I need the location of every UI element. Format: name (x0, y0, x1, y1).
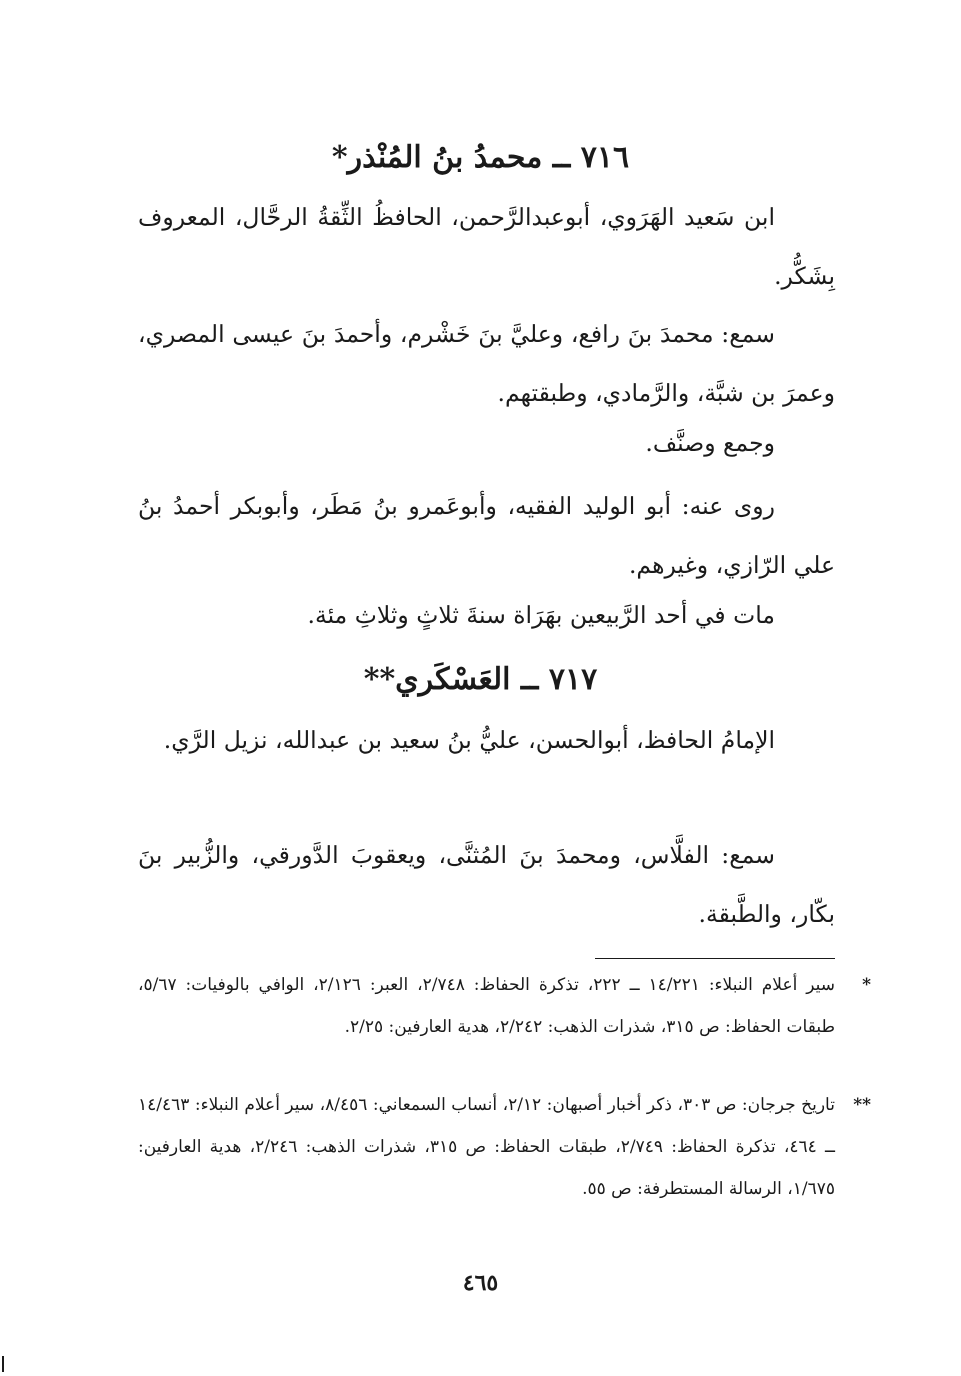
entry-716-paragraph-5: مات في أحد الرَّبيعين بهَرَاة سنةَ ثلاثٍ وثلاثِ مئة. (307, 601, 775, 629)
entry-717-heading: ٧١٧ ــ العَسْكَري** (363, 662, 598, 697)
footnote-2-marker: ** (853, 1095, 871, 1115)
entry-716-paragraph-1: ابن سَعيد الهَرَوي، أبوعبدالرَّحمن، الحافظُ الثِّقةُ الرحَّال، المعروف بِشَكُّر. (138, 203, 835, 290)
footnote-1-marker: * (862, 975, 871, 995)
footnote-separator (595, 958, 835, 959)
footnote-2 (138, 1084, 871, 1210)
footnote-2-text: تاريخ جرجان: ص ٣٠٣، ذكر أخبار أصبهان: ٢/١٢، أنساب السمعاني: ٨/٤٥٦، سير أعلام النبلاء: ١٤/٤٦٣ ــ ٤٦٤، تذكرة الحفاظ: ٢/٧٤٩، طبقات الحفاظ: ص ٣١٥، شذرات الذهب: ٢/٢٤٦، هدية العارفين: ١/٦٧٥، الرسالة المستطرفة: ص ٥٥. (138, 1095, 835, 1199)
entry-716-paragraph-3: وجمع وصنَّف. (645, 429, 775, 457)
entry-716-paragraph-4: روى عنه: أبو الوليد الفقيه، وأبوعَمرو بنُ مَطَر، وأبوبكر أحمدُ بنُ علي الرّازي، وغيرهم. (138, 492, 835, 579)
entry-717-paragraph-2: سمع: الفلَّاس، ومحمدَ بنَ المُثنَّى، ويعقوبَ الدَّورقي، والزُّبير بنَ بكّار، والطَّبقة. (138, 841, 835, 928)
footnote-1-text: سير أعلام النبلاء: ١٤/٢٢١ ــ ٢٢٢، تذكرة الحفاظ: ٢/٧٤٨، العبر: ٢/١٢٦، الوافي بالوفيات: ٥/٦٧، طبقات الحفاظ: ص ٣١٥، شذرات الذهب: ٢/٢٤٢، هدية العارفين: ٢/٢٥. (138, 975, 836, 1037)
entry-717-paragraph-1: الإمامُ الحافظ، أبوالحسن، عليُّ بنُ سعيد بن عبدالله، نزيل الرَّي. (163, 726, 775, 754)
page-number: ٤٦٥ (462, 1270, 499, 1296)
scan-edge-mark (2, 1356, 4, 1372)
entry-716-paragraph-2: سمع: محمدَ بنَ رافع، وعليَّ بنَ خَشْرم، وأحمدَ بنَ عيسى المصري، وعمرَ بن شبَّة، والرَّمادي، وطبقتهم. (138, 320, 835, 407)
entry-716-heading: ٧١٦ ــ محمدُ بنُ المُنْذر* (331, 140, 630, 175)
footnote-1 (138, 964, 871, 1048)
